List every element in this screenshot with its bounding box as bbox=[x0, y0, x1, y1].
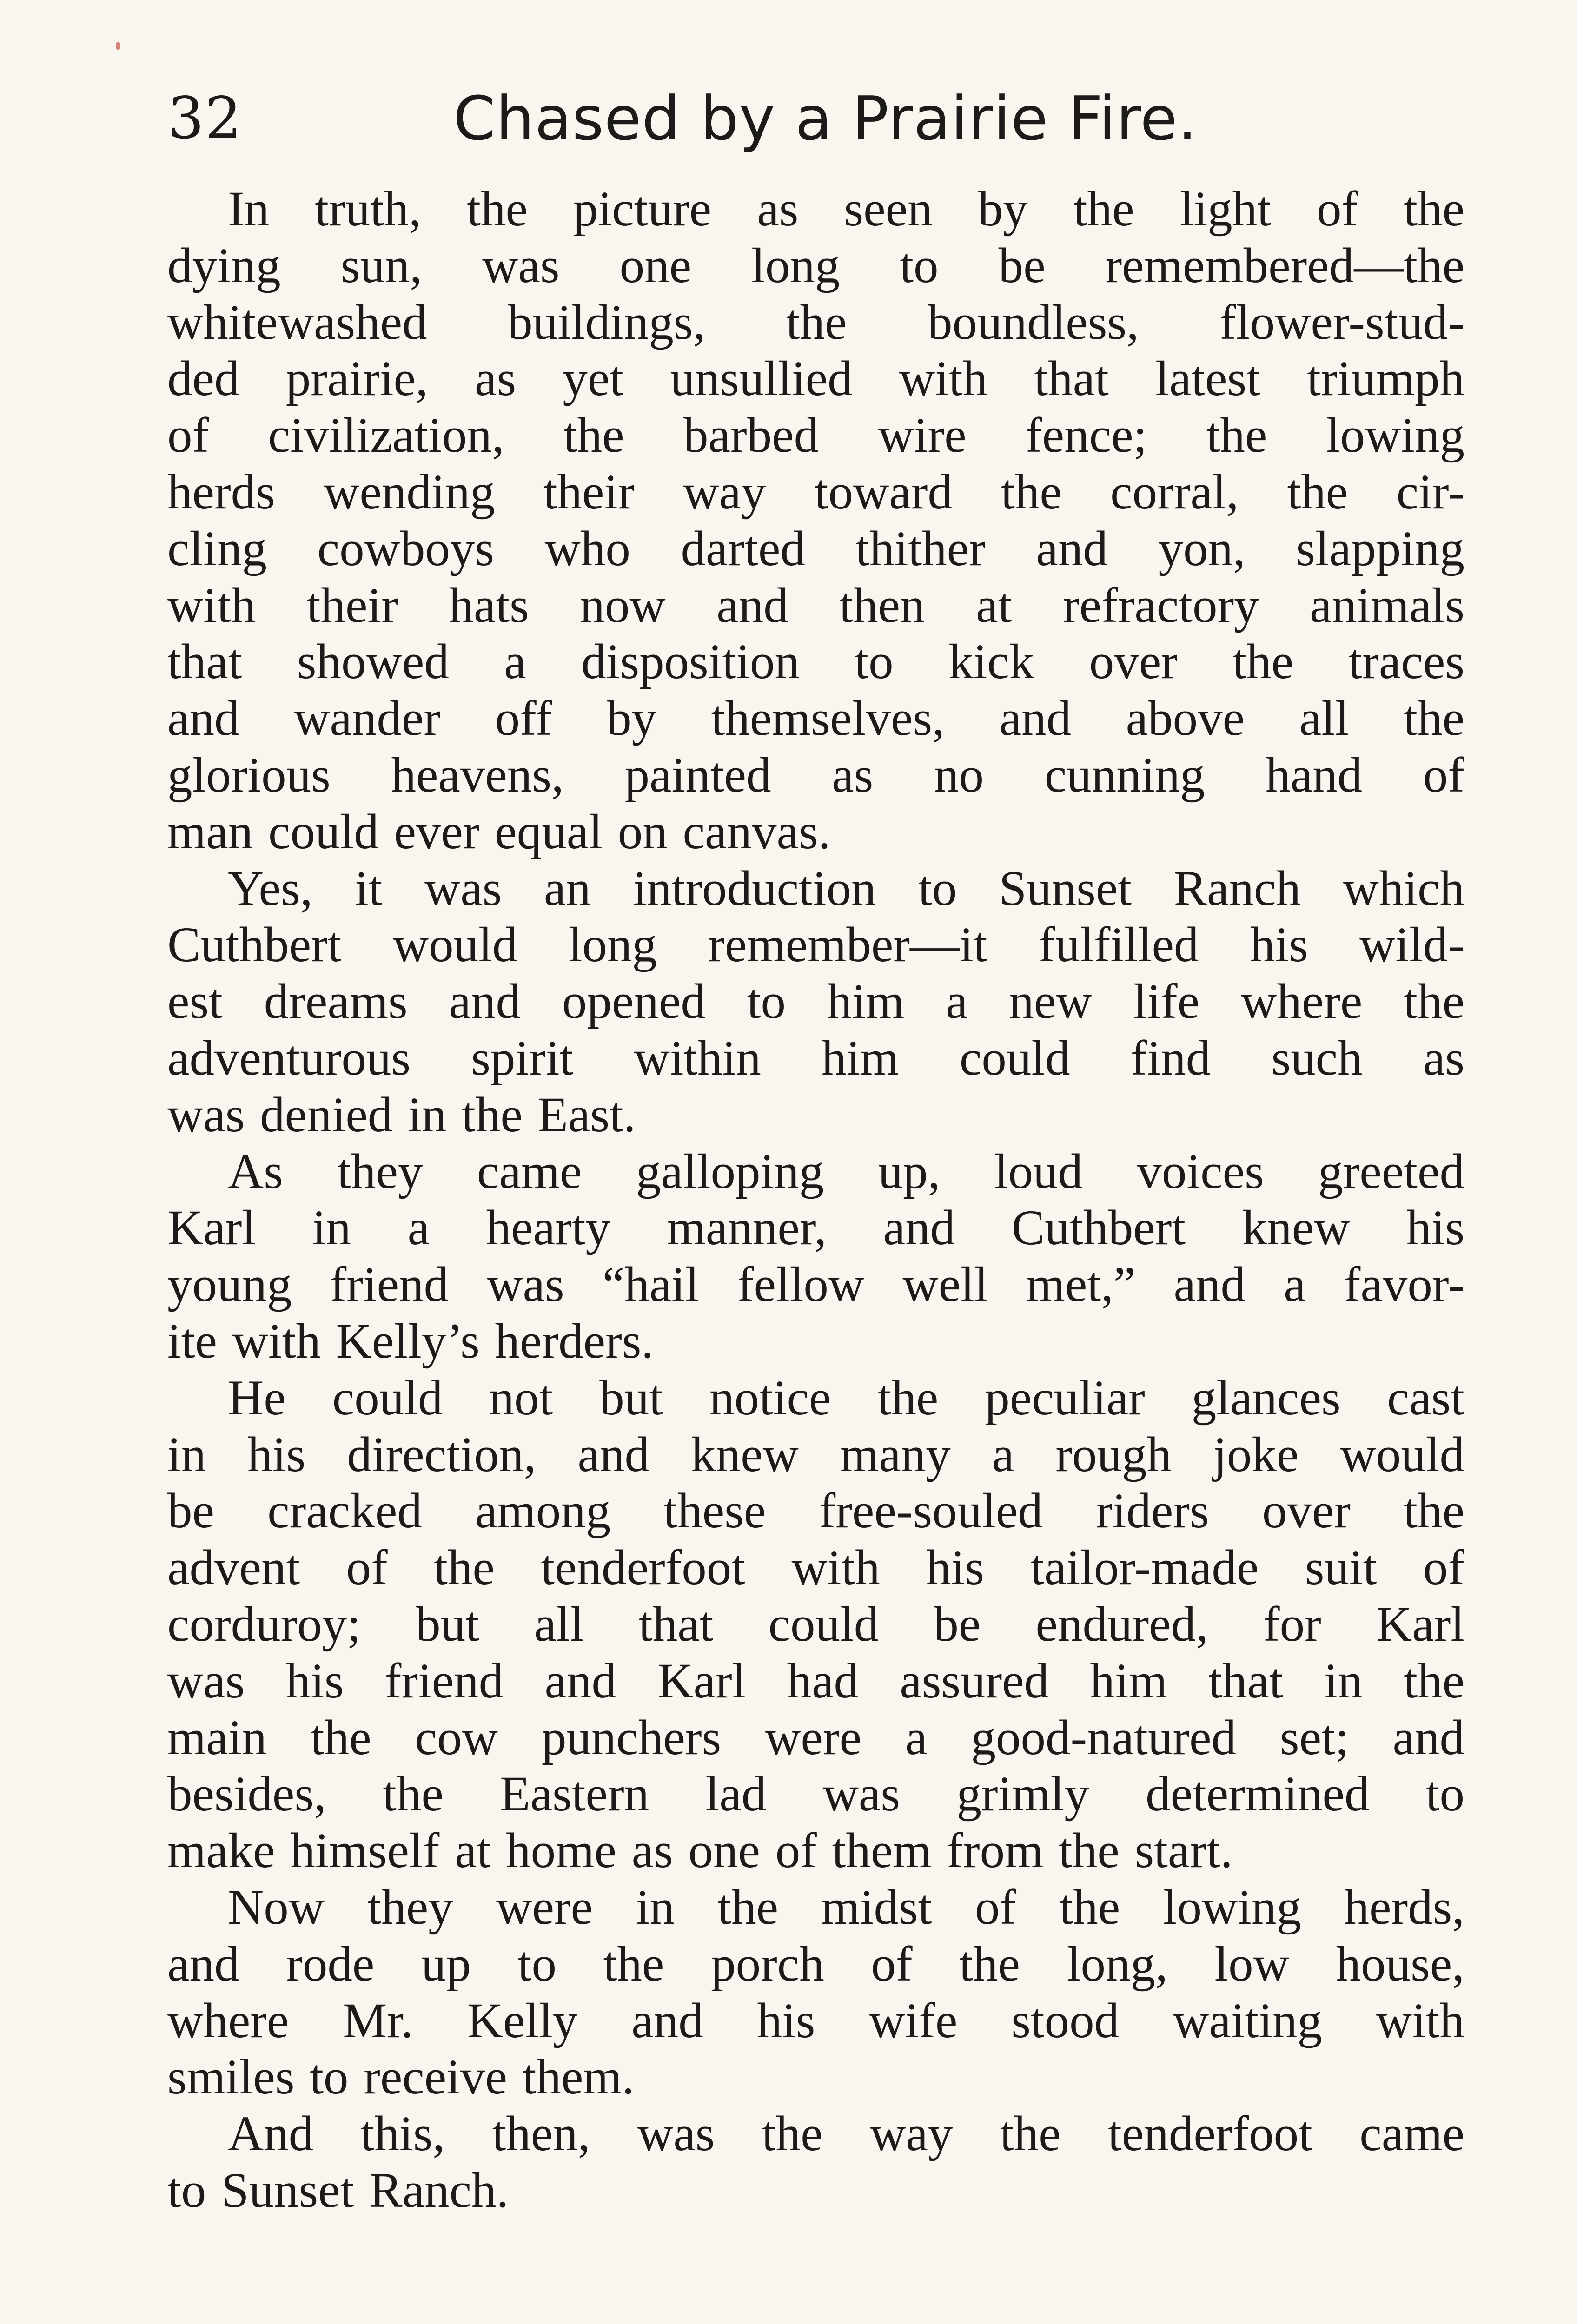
text-line: Cuthbert would long remember—it fulfilled his wild- bbox=[167, 918, 1464, 973]
text-line: ded prairie, as yet unsullied with that latest triumph bbox=[167, 351, 1464, 407]
text-line: was denied in the East. bbox=[167, 1087, 636, 1142]
text-line: glorious heavens, painted as no cunning hand of bbox=[167, 747, 1464, 803]
text-line: As they came galloping up, loud voices greeted bbox=[228, 1144, 1464, 1199]
text-line: Now they were in the midst of the lowing herds, bbox=[228, 1880, 1464, 1935]
text-line: In truth, the picture as seen by the light of the bbox=[228, 182, 1464, 237]
text-line: besides, the Eastern lad was grimly determined to bbox=[167, 1767, 1464, 1822]
text-line: est dreams and opened to him a new life where the bbox=[167, 974, 1464, 1030]
text-line: corduroy; but all that could be endured, for Karl bbox=[167, 1597, 1464, 1652]
paragraph bbox=[167, 1370, 1464, 1880]
text-line: man could ever equal on canvas. bbox=[167, 804, 831, 859]
text-line: Karl in a hearty manner, and Cuthbert knew his bbox=[167, 1201, 1464, 1256]
text-line: young friend was “hail fellow well met,” and a favor- bbox=[167, 1257, 1464, 1313]
text-line: and rode up to the porch of the long, low house, bbox=[167, 1936, 1464, 1992]
paragraph bbox=[167, 1880, 1464, 2106]
text-line: main the cow punchers were a good-natured set; and bbox=[167, 1710, 1464, 1765]
text-line: ite with Kelly’s herders. bbox=[167, 1314, 654, 1369]
text-line: with their hats now and then at refractory animals bbox=[167, 578, 1464, 633]
text-line: herds wending their way toward the corral, the cir- bbox=[167, 464, 1464, 520]
text-line: advent of the tenderfoot with his tailor-made suit of bbox=[167, 1540, 1464, 1596]
text-line: Yes, it was an introduction to Sunset Ranch which bbox=[228, 861, 1464, 916]
running-title: Chased by a Prairie Fire. bbox=[453, 83, 1198, 154]
text-line: whitewashed buildings, the boundless, flower-stud- bbox=[167, 295, 1464, 350]
ink-speck bbox=[116, 42, 120, 50]
text-line: adventurous spirit within him could find such as bbox=[167, 1030, 1464, 1086]
text-line: of civilization, the barbed wire fence; the lowing bbox=[167, 408, 1464, 463]
text-line: and wander off by themselves, and above all the bbox=[167, 691, 1464, 746]
text-line: be cracked among these free-souled riders over the bbox=[167, 1484, 1464, 1539]
text-line: was his friend and Karl had assured him that in the bbox=[167, 1653, 1464, 1709]
paragraph bbox=[167, 861, 1464, 1144]
text-line: that showed a disposition to kick over the traces bbox=[167, 634, 1464, 690]
paragraph bbox=[167, 181, 1464, 861]
text-line: And this, then, was the way the tenderfoot came bbox=[228, 2106, 1464, 2162]
text-line: smiles to receive them. bbox=[167, 2050, 635, 2105]
body-text bbox=[167, 181, 1464, 2219]
page-header bbox=[167, 79, 1469, 158]
text-line: to Sunset Ranch. bbox=[167, 2163, 509, 2218]
page-number: 32 bbox=[167, 85, 243, 152]
text-line: in his direction, and knew many a rough joke would bbox=[167, 1427, 1464, 1482]
text-line: where Mr. Kelly and his wife stood waiting with bbox=[167, 1993, 1464, 2048]
text-line: He could not but notice the peculiar glances cast bbox=[228, 1370, 1464, 1426]
text-line: dying sun, was one long to be remembered—the bbox=[167, 238, 1464, 293]
paragraph bbox=[167, 2106, 1464, 2219]
text-line: cling cowboys who darted thither and yon, slapping bbox=[167, 521, 1464, 576]
text-line: make himself at home as one of them from the start. bbox=[167, 1823, 1233, 1879]
paragraph bbox=[167, 1144, 1464, 1370]
